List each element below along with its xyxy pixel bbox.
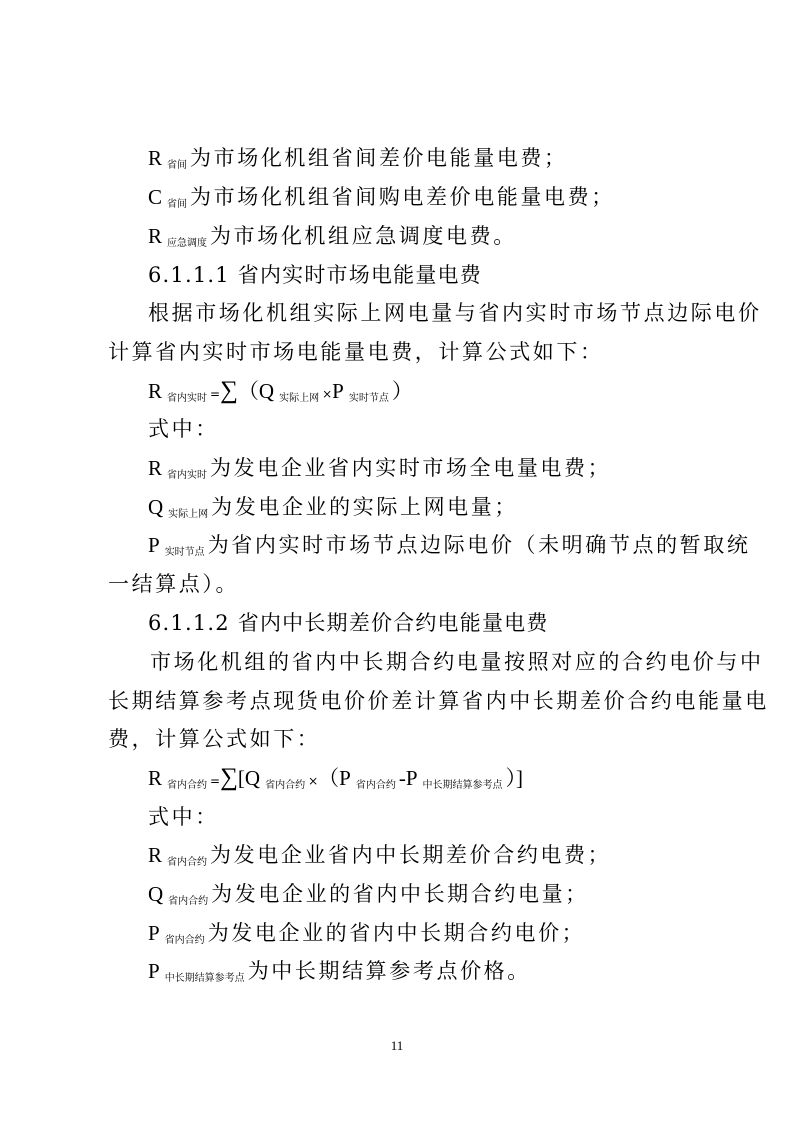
definition-p-reference: P中长期结算参考点 为中长期结算参考点价格。 <box>148 959 531 984</box>
paragraph-line: 长期结算参考点现货电价价差计算省内中长期差价合约电能量电 <box>108 689 769 713</box>
definition-r-contract: R省内合约 为发电企业省内中长期差价合约电费； <box>148 843 612 868</box>
definition-p-contract: P省内合约 为发电企业的省内中长期合约电价； <box>148 921 586 946</box>
section-heading-6-1-1-1: 6.1.1.1 省内实时市场电能量电费 <box>148 263 482 287</box>
paragraph-line: 根据市场化机组实际上网电量与省内实时市场节点边际电价 <box>148 301 762 325</box>
definition-q-contract: Q省内合约 为发电企业的省内中长期合约电量； <box>148 882 589 907</box>
page-number: 11 <box>390 1038 404 1053</box>
paragraph-line: 市场化机组的省内中长期合约电量按照对应的合约电价与中 <box>150 650 764 674</box>
section-heading-6-1-1-2: 6.1.1.2 省内中长期差价合约电能量电费 <box>148 611 549 635</box>
definition-p-realtime-node: P实时节点 为省内实时市场节点边际电价（未明确节点的暂取统 <box>148 533 751 558</box>
definition-q-actual: Q实际上网 为发电企业的实际上网电量； <box>148 495 518 520</box>
definition-r-realtime: R省内实时 为发电企业省内实时市场全电量电费； <box>148 456 612 481</box>
definition-r-emergency: R应急调度 为市场化机组应急调度电费。 <box>148 224 517 249</box>
formula-realtime: R省内实时 =∑（Q 实际上网 ×P 实时节点 ） <box>148 377 413 404</box>
paragraph-line: 费，计算公式如下： <box>108 727 321 751</box>
paragraph-line: 计算省内实时市场电能量电费，计算公式如下： <box>108 340 604 364</box>
definition-r-interprovincial: R省间 为市场化机组省间差价电能量电费； <box>148 146 568 171</box>
definition-c-interprovincial: C省间 为市场化机组省间购电差价电能量电费； <box>148 185 615 210</box>
where-label: 式中： <box>148 417 219 441</box>
where-label: 式中： <box>148 805 219 829</box>
formula-contract: R省内合约 =∑[Q 省内合约 ×（P 省内合约 -P 中长期结算参考点 ）] <box>148 764 524 791</box>
paragraph-line: 一结算点）。 <box>108 572 240 596</box>
